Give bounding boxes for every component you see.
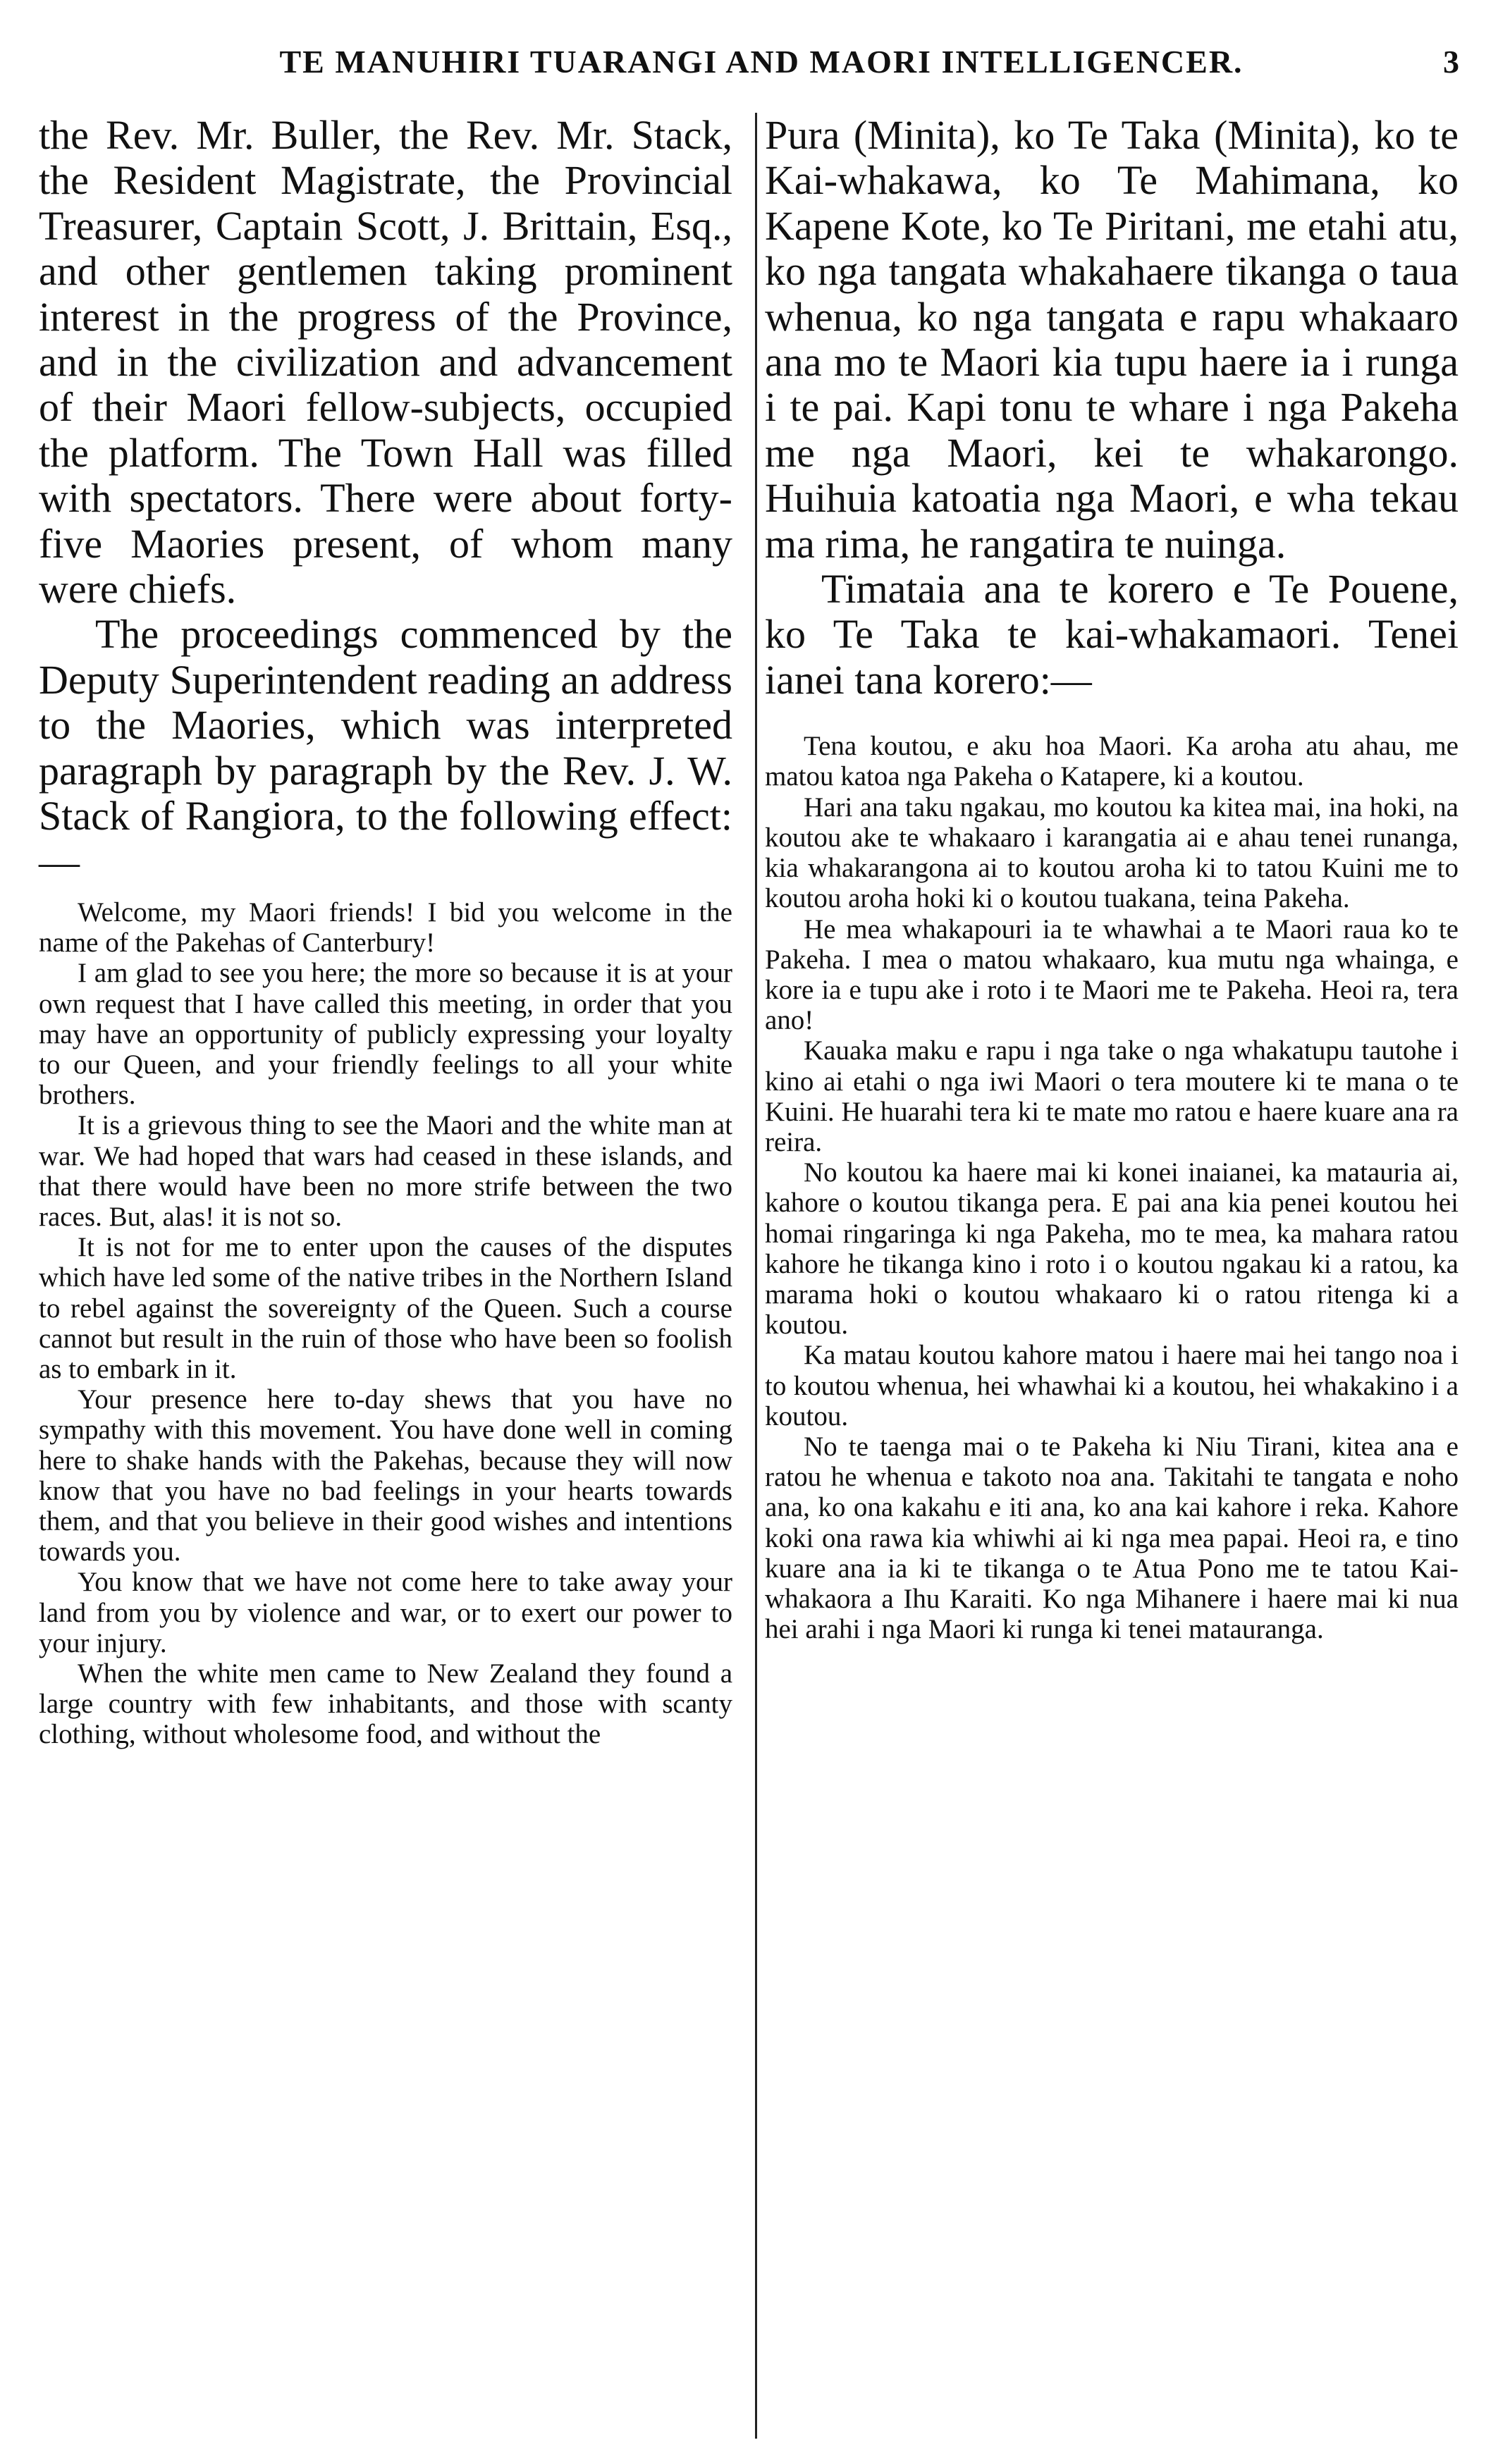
address-paragraph-maori: No te taenga mai o te Pakeha ki Niu Tirani, kitea ana e ratou he whenua e takoto noa ana. Takitahi te tangata e noho ana, ko ona kakahu e iti ana, ko ana kai kahore i reka. Kahore koki ona rawa kia whiwhi ai ki nga mea papai. Heoi ra, e tino kuare ana ia ki te tikanga o te Atua Pono me te tatou Kai-whakaora a Ihu Karaiti. Ko nga Mihanere i haere mai ki nua hei arahi i nga Maori ki runga ki tenei matauranga. xyxy=(765,1431,1459,1645)
address-paragraph: Welcome, my Maori friends! I bid you welcome in the name of the Pakehas of Canterbury! xyxy=(39,897,732,959)
address-paragraph: You know that we have not come here to take away your land from you by violence and war, or to exert our power to your injury. xyxy=(39,1567,732,1658)
address-paragraph: I am glad to see you here; the more so because it is at your own request that I have called this meeting, in order that you may have an opportunity of publicly expressing your loyalty to our Queen, and your friendly feelings to all your white brothers. xyxy=(39,958,732,1111)
english-address xyxy=(39,897,732,1750)
page-number: 3 xyxy=(1443,44,1459,80)
address-paragraph-maori: Tena koutou, e aku hoa Maori. Ka aroha atu ahau, me matou katoa nga Pakeha o Katapere, ki a koutou. xyxy=(765,731,1459,792)
address-paragraph-maori: He mea whakapouri ia te whawhai a te Maori raua ko te Pakeha. I mea o matou whakaaro, kua mutu nga whainga, e kore ia e tupu ake i roto i te Maori me te Pakeha. Heoi ra, tera ano! xyxy=(765,913,1459,1036)
column-divider xyxy=(755,113,757,2439)
left-column xyxy=(39,113,732,1750)
address-paragraph: It is a grievous thing to see the Maori and the white man at war. We had hoped that wars had ceased in these islands, and that there would have been no more strife between the two races. But, alas! it is not so. xyxy=(39,1110,732,1232)
address-paragraph: Your presence here to-day shews that you have no sympathy with this movement. You have done well in coming here to shake hands with the Pakehas, because they will now know that you have no bad feelings in your hearts towards them, and that you believe in their good wishes and intentions towards you. xyxy=(39,1384,732,1567)
maori-address xyxy=(765,731,1459,1644)
address-paragraph-maori: Ka matau koutou kahore matou i haere mai hei tango noa i to koutou whenua, hei whawhai ki a koutou, hei whakakino i a koutou. xyxy=(765,1340,1459,1431)
right-column xyxy=(765,113,1459,1644)
maori-intro-paragraph: Pura (Minita), ko Te Taka (Minita), ko te Kai-whakawa, ko Te Mahimana, ko Kapene Kote, ko Te Piritani, me etahi atu, ko nga tangata whakahaere tikanga o taua whenua, ko nga tangata e rapu whakaaro ana mo te Maori kia tupu haere ia i runga i te pai. Kapi tonu te whare i nga Pakeha me nga Maori, kei te whakarongo. Huihuia katoatia nga Maori, e wha tekau ma rima, he rangatira te nuinga. xyxy=(765,112,1459,567)
address-paragraph-maori: No koutou ka haere mai ki konei inaianei, ka matauria ai, kahore o koutou tikanga pera. E pai ana kia penei koutou hei homai ringaringa ki nga Pakeha, mo te mea, ka mahara ratou kahore he tikanga kino i roto i o koutou ngakau ki a ratou, ka marama hoki o koutou whakaaro ki o ratou ritenga ki a koutou. xyxy=(765,1157,1459,1341)
page-header xyxy=(49,41,1459,90)
english-proceedings-paragraph: The proceedings commenced by the Deputy Superintendent reading an address to the Maories, which was interpreted paragraph by paragraph by the Rev. J. W. Stack of Rangiora, to the following effect:— xyxy=(39,611,732,885)
english-intro-paragraph: the Rev. Mr. Buller, the Rev. Mr. Stack, the Resident Magistrate, the Provincial Treasurer, Captain Scott, J. Brittain, Esq., and other gentlemen taking prominent interest in the progress of the Province, and in the civilization and advancement of their Maori fellow-subjects, occupied the platform. The Town Hall was filled with spectators. There were about forty-five Maories present, of whom many were chiefs. xyxy=(39,112,732,612)
maori-proceedings-paragraph: Timataia ana te korero e Te Pouene, ko Te Taka te kai-whakamaori. Tenei ianei tana korero:— xyxy=(765,566,1459,703)
running-title: TE MANUHIRI TUARANGI AND MAORI INTELLIGENCER. xyxy=(279,44,1244,80)
address-paragraph-maori: Hari ana taku ngakau, mo koutou ka kitea mai, ina hoki, na koutou ake te whakaaro i karangatia ai e ahau tenei runanga, kia whakarangona ai to koutou aroha ki to tatou Kuini me to koutou aroha hoki ki o koutou tuakana, teina Pakeha. xyxy=(765,791,1459,914)
address-paragraph: It is not for me to enter upon the causes of the disputes which have led some of the native tribes in the Northern Island to rebel against the sovereignty of the Queen. Such a course cannot but result in the ruin of those who have been so foolish as to embark in it. xyxy=(39,1232,732,1384)
address-paragraph-maori: Kauaka maku e rapu i nga take o nga whakatupu tautohe i kino ai etahi o nga iwi Maori o tera moutere ki te mana o te Kuini. He huarahi tera ki te mate mo ratou e haere kuare ana ra reira. xyxy=(765,1035,1459,1157)
address-paragraph: When the white men came to New Zealand they found a large country with few inhabitants, and those with scanty clothing, without wholesome food, and without the xyxy=(39,1658,732,1750)
